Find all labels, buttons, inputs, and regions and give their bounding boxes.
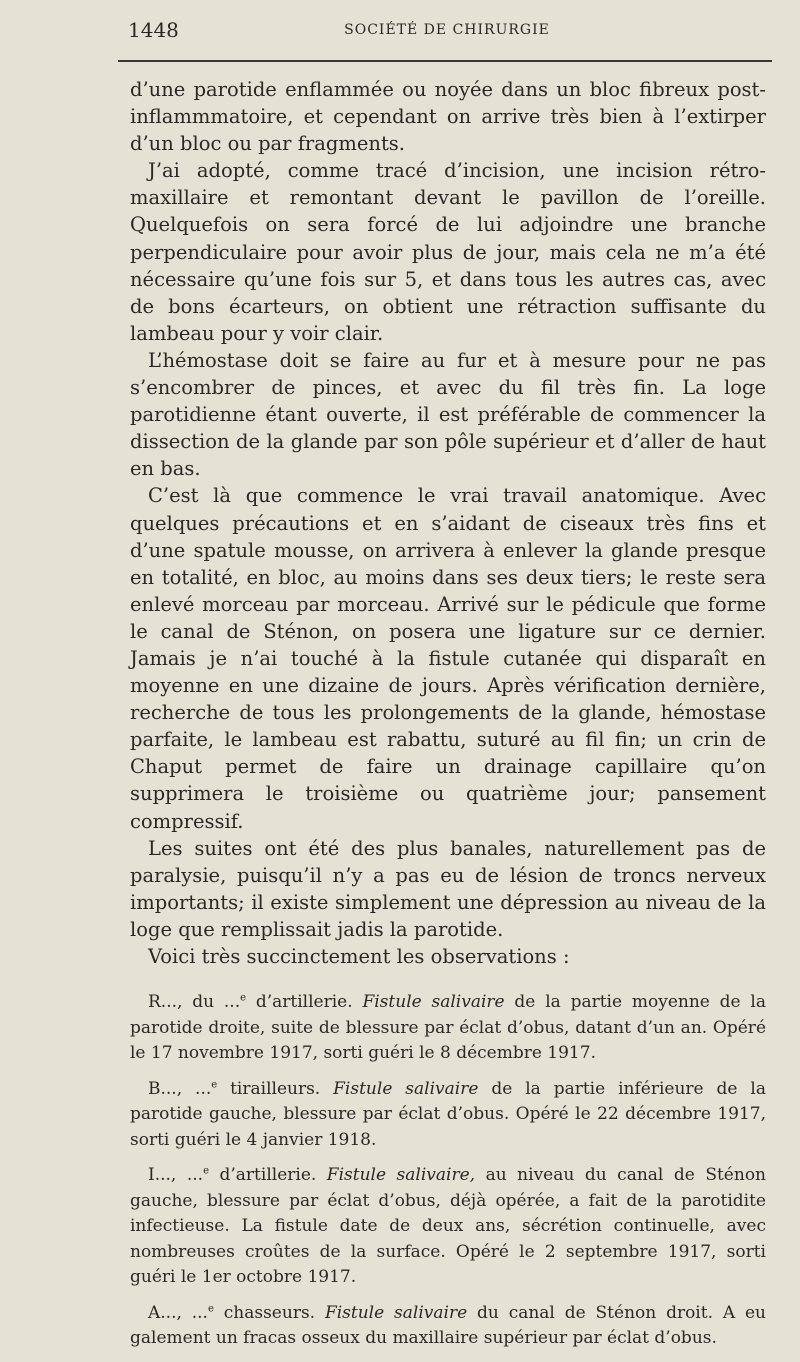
diagnosis: Fistule salivaire bbox=[324, 1302, 468, 1323]
ordinal-suffix: e bbox=[211, 1078, 218, 1090]
diagnosis: Fistule salivaire bbox=[333, 1078, 479, 1099]
paragraph: d’une parotide enflammée ou noyée dans un bloc fibreux post-inflammmatoire, et cependant on arrive très bien à l’extirper d’un bloc ou par fragments. bbox=[130, 78, 766, 156]
patient-name: R..., du ... bbox=[148, 992, 241, 1013]
paragraph: C’est là que commence le vrai travail anatomique. Avec quelques précautions et en s’aidant de ciseaux très fins et d’une spatule mousse, on arrivera à enlever la glande presque en totalité, en bloc, au moins dans ses deux tiers; le reste sera enlevé morceau par morceau. Arrivé sur le pédicule que forme le canal de Sténon, on posera une ligature sur ce dernier. Jamais je n’ai touché à la fistule cutanée qui disparaît en moyenne en une dizaine de jours. Après vérification dernière, recherche de tous les prolongements de la glande, hémostase parfaite, le lambeau est rabattu, suturé au fil fin; un crin de Chaput permet de faire un drainage capillaire qu’on supprimera le troisième ou quatrième jour; pansement compressif. bbox=[130, 484, 766, 833]
patient-name: A..., ... bbox=[148, 1302, 208, 1323]
ordinal-suffix: e bbox=[240, 992, 247, 1004]
observation-item bbox=[130, 990, 766, 1067]
page-number: 1448 bbox=[128, 18, 179, 42]
main-text bbox=[130, 76, 766, 1362]
observation-item bbox=[130, 1163, 766, 1291]
unit: chasseurs. bbox=[213, 1302, 325, 1323]
running-title: SOCIÉTÉ DE CHIRURGIE bbox=[344, 22, 550, 38]
observation-text: de la partie inférieure de la parotide gauche, blessure par éclat d’obus. Opéré le 22 décembre 1917, sorti guéri le 4 janvier 1918. bbox=[130, 1078, 766, 1150]
page-header bbox=[128, 14, 766, 48]
observation-text: de la partie moyenne de la parotide droite, suite de blessure par éclat d’obus, datant d’un an. Opéré le 17 novembre 1917, sorti guéri le 8 décembre 1917. bbox=[130, 992, 767, 1064]
unit: d’artillerie. bbox=[208, 1165, 327, 1186]
ordinal-suffix: e bbox=[207, 1302, 214, 1314]
paragraph: Voici très succinctement les observations : bbox=[148, 945, 570, 968]
paragraph: L’hémostase doit se faire au fur et à mesure pour ne pas s’encombrer de pinces, et avec du fil très fin. La loge parotidienne étant ouverte, il est préférable de commencer la dissection de la glande par son pôle supérieur et d’aller de haut en bas. bbox=[130, 348, 766, 481]
header-rule bbox=[118, 60, 772, 62]
unit: tirailleurs. bbox=[217, 1078, 334, 1099]
ordinal-suffix: e bbox=[203, 1165, 209, 1177]
observations-list bbox=[130, 990, 766, 1352]
diagnosis: Fistule salivaire, bbox=[326, 1165, 476, 1186]
paragraph: J’ai adopté, comme tracé d’incision, une incision rétro-maxillaire et remontant devant le pavillon de l’oreille. Quelquefois on sera forcé de lui adjoindre une branche perpendiculaire pour avoir plus de jour, mais cela ne m’a été nécessaire qu’une fois sur 5, et dans tous les autres cas, avec de bons écarteurs, on obtient une rétraction suffisante du lambeau pour y voir clair. bbox=[130, 159, 766, 345]
observation-text: au niveau du canal de Sténon gauche, blessure par éclat d’obus, déjà opérée, a fait de la parotidite infectieuse. La fistule date de deux ans, sécrétion continuelle, avec nombreuses croûtes de la surface. Opéré le 2 septembre 1917, sorti guéri le 1er octobre 1917. bbox=[130, 1165, 767, 1288]
paragraph: Les suites ont été des plus banales, naturellement pas de paralysie, puisqu’il n’y a pas eu de lésion de troncs nerveux importants; il existe simplement une dépression au niveau de la loge que remplissait jadis la parotide. bbox=[130, 836, 766, 941]
patient-name: B..., ... bbox=[148, 1078, 212, 1099]
observation-item bbox=[130, 1077, 766, 1154]
patient-name: I..., ... bbox=[148, 1165, 204, 1186]
unit: d’artillerie. bbox=[246, 992, 363, 1013]
diagnosis: Fistule salivaire bbox=[362, 992, 505, 1013]
observation-text: du canal de Sténon droit. A eu galement un fracas osseux du maxillaire supérieur par éclat d’obus. bbox=[130, 1302, 766, 1349]
